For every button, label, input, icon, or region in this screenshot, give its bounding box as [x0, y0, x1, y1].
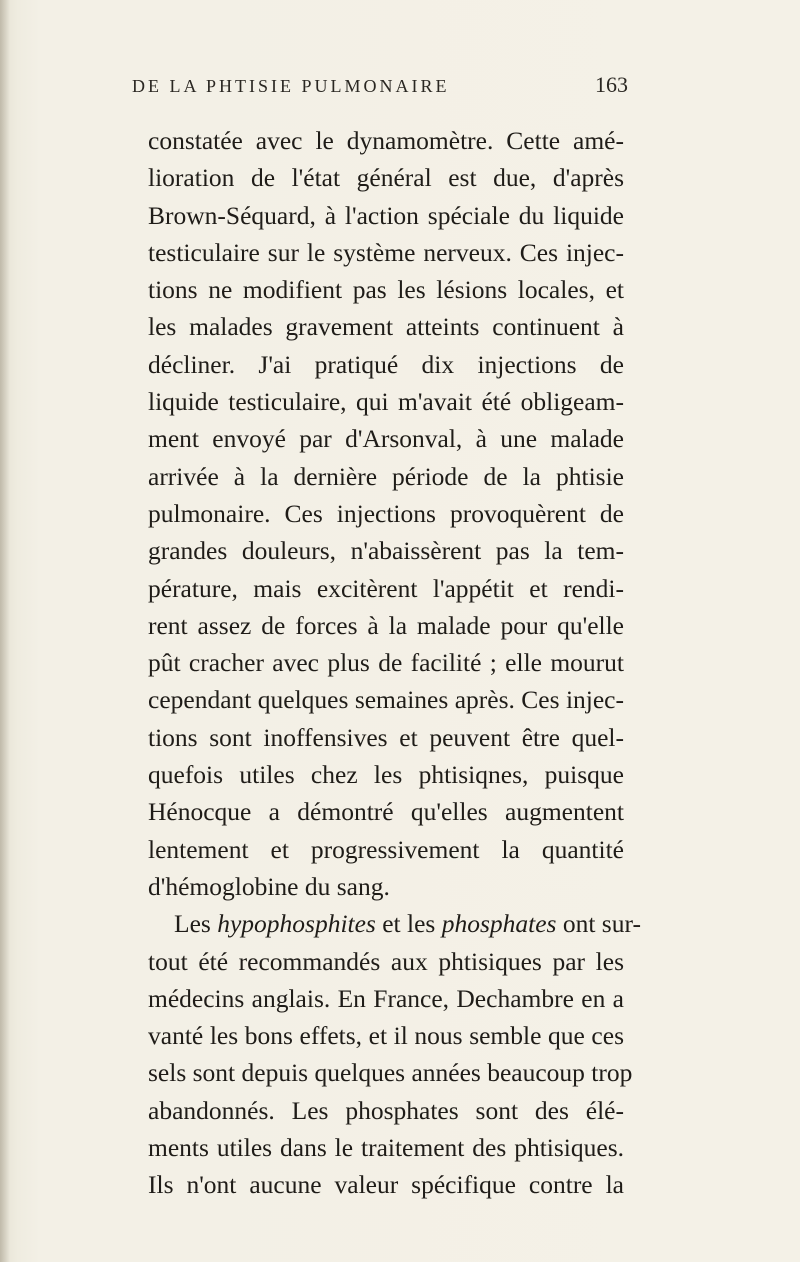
text-line: médecins anglais. En France, Dechambre en a [148, 983, 624, 1013]
text-line: quefois utiles chez les phtisiqnes, puisque [148, 760, 624, 790]
text-line: pulmonaire. Ces injections provoquèrent de [148, 498, 624, 528]
text-line: ment envoyé par d'Arsonval, à une malade [148, 424, 624, 454]
word: ont sur- [562, 909, 641, 939]
text-line: vanté les bons effets, et il nous semble que ces [148, 1021, 624, 1051]
text-line-first [148, 905, 641, 942]
text-line: abandonnés. Les phosphates sont des élé- [148, 1095, 624, 1125]
body-text [148, 122, 641, 1204]
text-line: rent assez de forces à la malade pour qu'elle [148, 610, 624, 640]
text-line: tions ne modifient pas les lésions locales, et [148, 275, 624, 305]
text-line: lentement et progressivement la quantité [148, 834, 624, 864]
text-line: sels sont depuis quelques années beaucoup trop [148, 1058, 633, 1088]
text-line: d'hémoglobine du sang. [148, 871, 390, 901]
text-line: grandes douleurs, n'abaissèrent pas la tem- [148, 536, 624, 566]
text-line: lioration de l'état général est due, d'après [148, 163, 624, 193]
text-line: pérature, mais excitèrent l'appétit et rendi- [148, 573, 624, 603]
text-line: Hénocque a démontré qu'elles augmentent [148, 797, 624, 827]
text-line: pût cracher avec plus de facilité ; elle mourut [148, 648, 624, 678]
text-line: tout été recommandés aux phtisiques par les [148, 946, 624, 976]
text-line: testiculaire sur le système nerveux. Ces injec- [148, 237, 624, 267]
text-line: arrivée à la dernière période de la phtisie [148, 461, 624, 491]
text-line: constatée avec le dynamomètre. Cette amé- [148, 126, 624, 155]
text-line: tions sont inoffensives et peuvent être quel- [148, 722, 624, 752]
text-line: décliner. J'ai pratiqué dix injections de [148, 349, 624, 379]
gutter-shadow [0, 0, 10, 1262]
text-line: les malades gravement atteints continuent à [148, 312, 624, 342]
text-line: ments utiles dans le traitement des phtisiques. [148, 1133, 624, 1163]
word: Les [174, 909, 211, 939]
paragraph-1 [148, 122, 624, 905]
running-head: DE LA PHTISIE PULMONAIRE [132, 76, 450, 96]
page-number: 163 [595, 72, 628, 97]
italic-term-hypophosphites: hypophosphites [217, 909, 376, 939]
text-line: Brown-Séquard, à l'action spéciale du liquide [148, 200, 624, 230]
paragraph-2 [148, 905, 641, 1203]
italic-term-phosphates: phosphates [441, 909, 557, 939]
text-line: Ils n'ont aucune valeur spécifique contre la [148, 1170, 624, 1200]
text-line: cependant quelques semaines après. Ces injec- [148, 685, 624, 715]
word: et les [382, 909, 436, 939]
text-line: liquide testiculaire, qui m'avait été obligeam- [148, 387, 624, 417]
